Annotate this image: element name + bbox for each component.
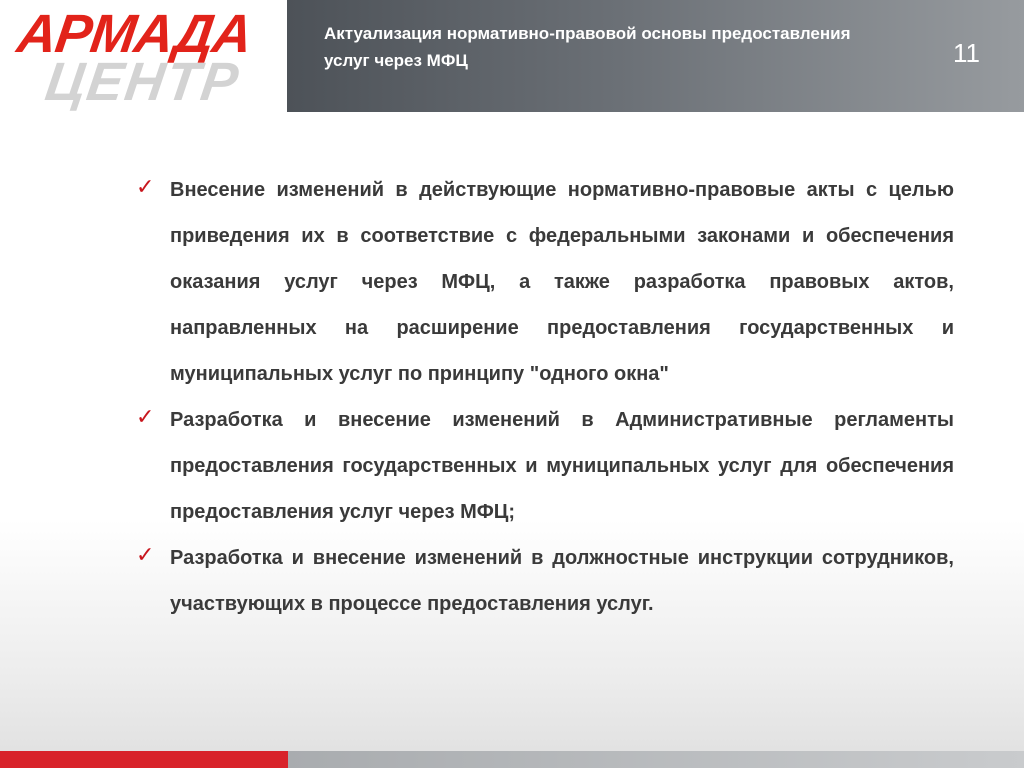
slide-number: 11 <box>953 38 980 68</box>
list-item-text: Разработка и внесение изменений в должностные инструкции сотрудников, участвующих в процессе предоставления услуг. <box>170 547 954 615</box>
logo <box>0 0 287 112</box>
footer-bar <box>288 751 1024 768</box>
checkmark-icon: ✓ <box>136 542 155 567</box>
list-item <box>136 535 954 627</box>
page-title: Актуализация нормативно-правовой основы предоставления услуг через МФЦ <box>324 24 851 70</box>
list-item <box>136 167 954 397</box>
checkmark-icon: ✓ <box>136 174 155 199</box>
logo-text-centr: ЦЕНТР <box>41 52 244 112</box>
list-item <box>136 397 954 535</box>
checkmark-icon: ✓ <box>136 404 155 429</box>
list-item-text: Разработка и внесение изменений в Административные регламенты предоставления государственных и муниципальных услуг для обеспечения предоставления услуг через МФЦ; <box>170 409 954 523</box>
bullet-list <box>136 167 954 627</box>
list-item-text: Внесение изменений в действующие нормативно-правовые акты с целью приведения их в соответствие с федеральными законами и обеспечения оказания услуг через МФЦ, а также разработка правовых актов, направленных на расширение предоставления государственных и муниципальных услуг по принципу "одного окна" <box>170 179 954 385</box>
footer-accent-bar <box>0 751 288 768</box>
logo-text-armada: АРМАДА <box>13 4 256 64</box>
header-bar <box>287 0 1024 112</box>
